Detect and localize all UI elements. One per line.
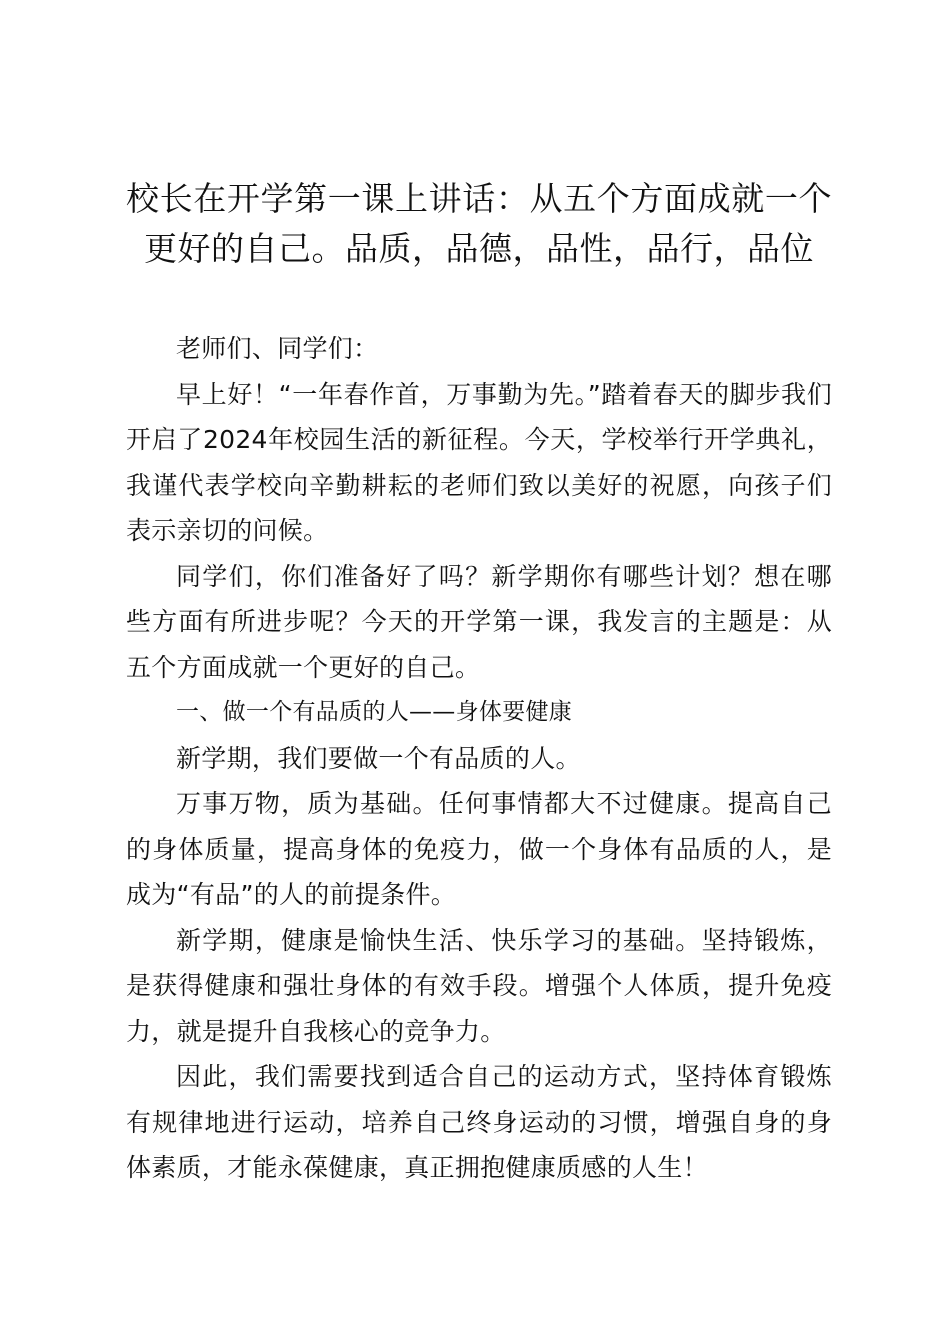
body-paragraph: 因此，我们需要找到适合自己的运动方式，坚持体育锻炼有规律地进行运动，培养自己终身运动的习惯，增强自身的身体素质，才能永葆健康，真正拥抱健康质感的人生！	[126, 1062, 832, 1182]
document-body	[126, 326, 832, 1191]
greeting-paragraph: 早上好！“一年春作首，万事勤为先。”踏着春天的脚步我们开启了2024年校园生活的新征程。今天，学校举行开学典礼，我谨代表学校向辛勤耕耘的老师们致以美好的祝愿，向孩子们表示亲切的问候。	[126, 379, 832, 545]
body-paragraph: 新学期，健康是愉快生活、快乐学习的基础。坚持锻炼，是获得健康和强壮身体的有效手段。增强个人体质，提升免疫力，就是提升自我核心的竞争力。	[126, 925, 832, 1046]
body-paragraph: 新学期，我们要做一个有品质的人。	[176, 743, 581, 773]
body-paragraph: 万事万物，质为基础。任何事情都大不过健康。提高自己的身体质量，提高身体的免疫力，做一个身体有品质的人，是成为“有品”的人的前提条件。	[126, 789, 832, 909]
document-title: 校长在开学第一课上讲话：从五个方面成就一个更好的自己。品质，品德，品性，品行，品位	[126, 179, 832, 268]
salutation-paragraph: 老师们、同学们：	[176, 334, 379, 363]
theme-paragraph: 同学们，你们准备好了吗？新学期你有哪些计划？想在哪些方面有所进步呢？今天的开学第一课，我发言的主题是：从五个方面成就一个更好的自己。	[126, 561, 832, 682]
section-heading-1: 一、做一个有品质的人——身体要健康	[176, 699, 573, 725]
